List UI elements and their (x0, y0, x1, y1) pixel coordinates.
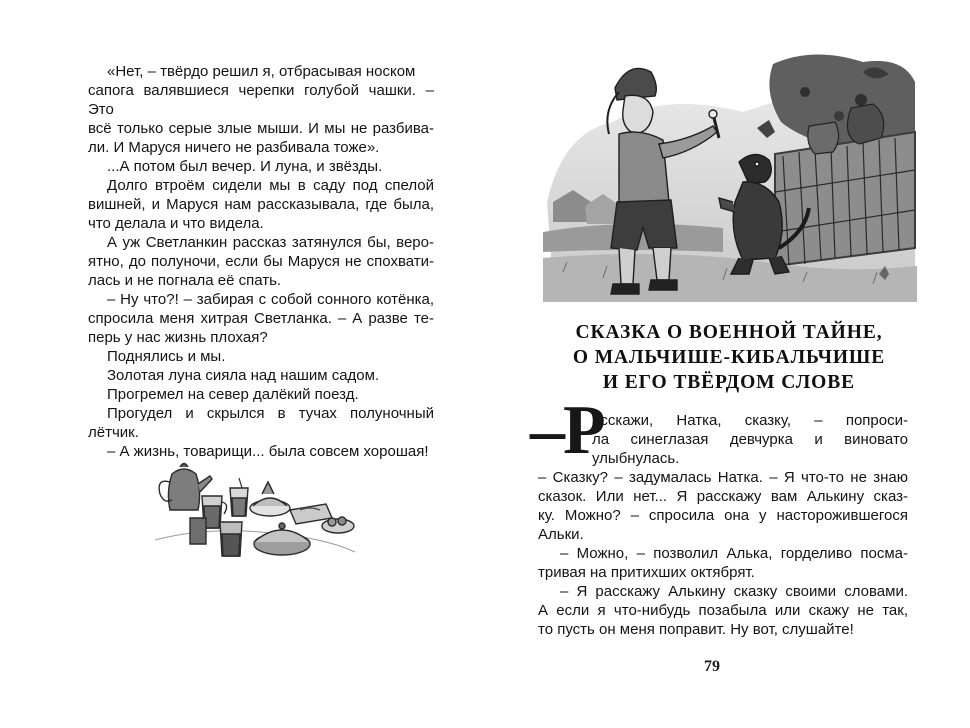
title-line: СКАЗКА О ВОЕННОЙ ТАЙНЕ, (575, 322, 883, 343)
text-line: лётчик. (88, 424, 139, 441)
text-line: спросила меня хитрая Светланка. – А разве те- (88, 310, 434, 327)
text-line: ку. Можно? – спросила она у насторожившегося (538, 507, 908, 524)
page-number: 79 (704, 658, 720, 675)
text-line: – Можно, – позволил Алька, горделиво посма- (560, 545, 908, 562)
text-line: асскажи, Натка, сказку, – попроси- (592, 412, 908, 429)
text-line: Поднялись и мы. (107, 348, 226, 365)
text-line: то пусть он меня поправит. Ну вот, слушайте! (538, 621, 854, 638)
boy-and-dog-illustration (543, 52, 917, 302)
title-line: И ЕГО ТВЁРДОМ СЛОВЕ (602, 372, 856, 393)
text-line: – Я расскажу Алькину сказку своими словами. (560, 583, 908, 600)
text-line: тривая на притихших октябрят. (538, 564, 755, 581)
text-line: сапога валявшиеся черепки голубой чашки. – Это (88, 82, 434, 118)
right-page-text (538, 468, 908, 639)
text-line: всё только серые злые мыши. И мы не разбива- (88, 120, 434, 137)
story-title (540, 320, 918, 395)
text-line: ли. И Маруся ничего не разбивала тоже». (88, 139, 380, 156)
title-line: О МАЛЬЧИШЕ-КИБАЛЬЧИШЕ (572, 347, 886, 368)
text-line: Золотая луна сияла над нашим садом. (107, 367, 380, 384)
text-line: улыбнулась. (592, 450, 680, 467)
text-line: Альки. (538, 526, 584, 543)
text-line: ла синеглазая девчурка и виновато (592, 431, 908, 448)
text-line: «Нет, – твёрдо решил я, отбрасывая носком (107, 63, 416, 80)
text-line: Прогремел на север далёкий поезд. (107, 386, 359, 403)
text-line: А уж Светланкин рассказ затянулся бы, веро- (107, 234, 434, 251)
drop-cap-dash: – (530, 392, 563, 469)
text-line: что делала и что видела. (88, 215, 264, 232)
text-line: лась и не погнала её спать. (88, 272, 282, 289)
text-line: Долго втроём сидели мы в саду под спелой (107, 177, 434, 194)
text-line: вишней, и Маруся нам рассказывала, где была, (88, 196, 434, 213)
text-line: – Сказку? – задумалась Натка. – Я что-то не знаю (538, 469, 908, 486)
text-line: – А жизнь, товарищи... была совсем хорошая! (107, 443, 429, 460)
text-line: сказок. Или нет... Я расскажу вам Алькину сказ- (538, 488, 908, 505)
text-line: А если я что-нибудь позабыла или скажу не так, (538, 602, 908, 619)
drop-cap-letter: Р (563, 392, 606, 469)
text-line: перь у нас жизнь плохая? (88, 329, 268, 346)
text-line: ...А потом был вечер. И луна, и звёзды. (107, 158, 383, 175)
teaset-illustration (150, 448, 360, 573)
text-line: – Ну что?! – забирая с собой сонного котёнка, (107, 291, 434, 308)
left-page-text (88, 62, 434, 461)
text-line: Прогудел и скрылся в тучах полуночный (107, 405, 434, 422)
right-first-paragraph (592, 411, 908, 468)
text-line: ятно, до полуночи, если бы Маруся не спохвати- (88, 253, 434, 270)
